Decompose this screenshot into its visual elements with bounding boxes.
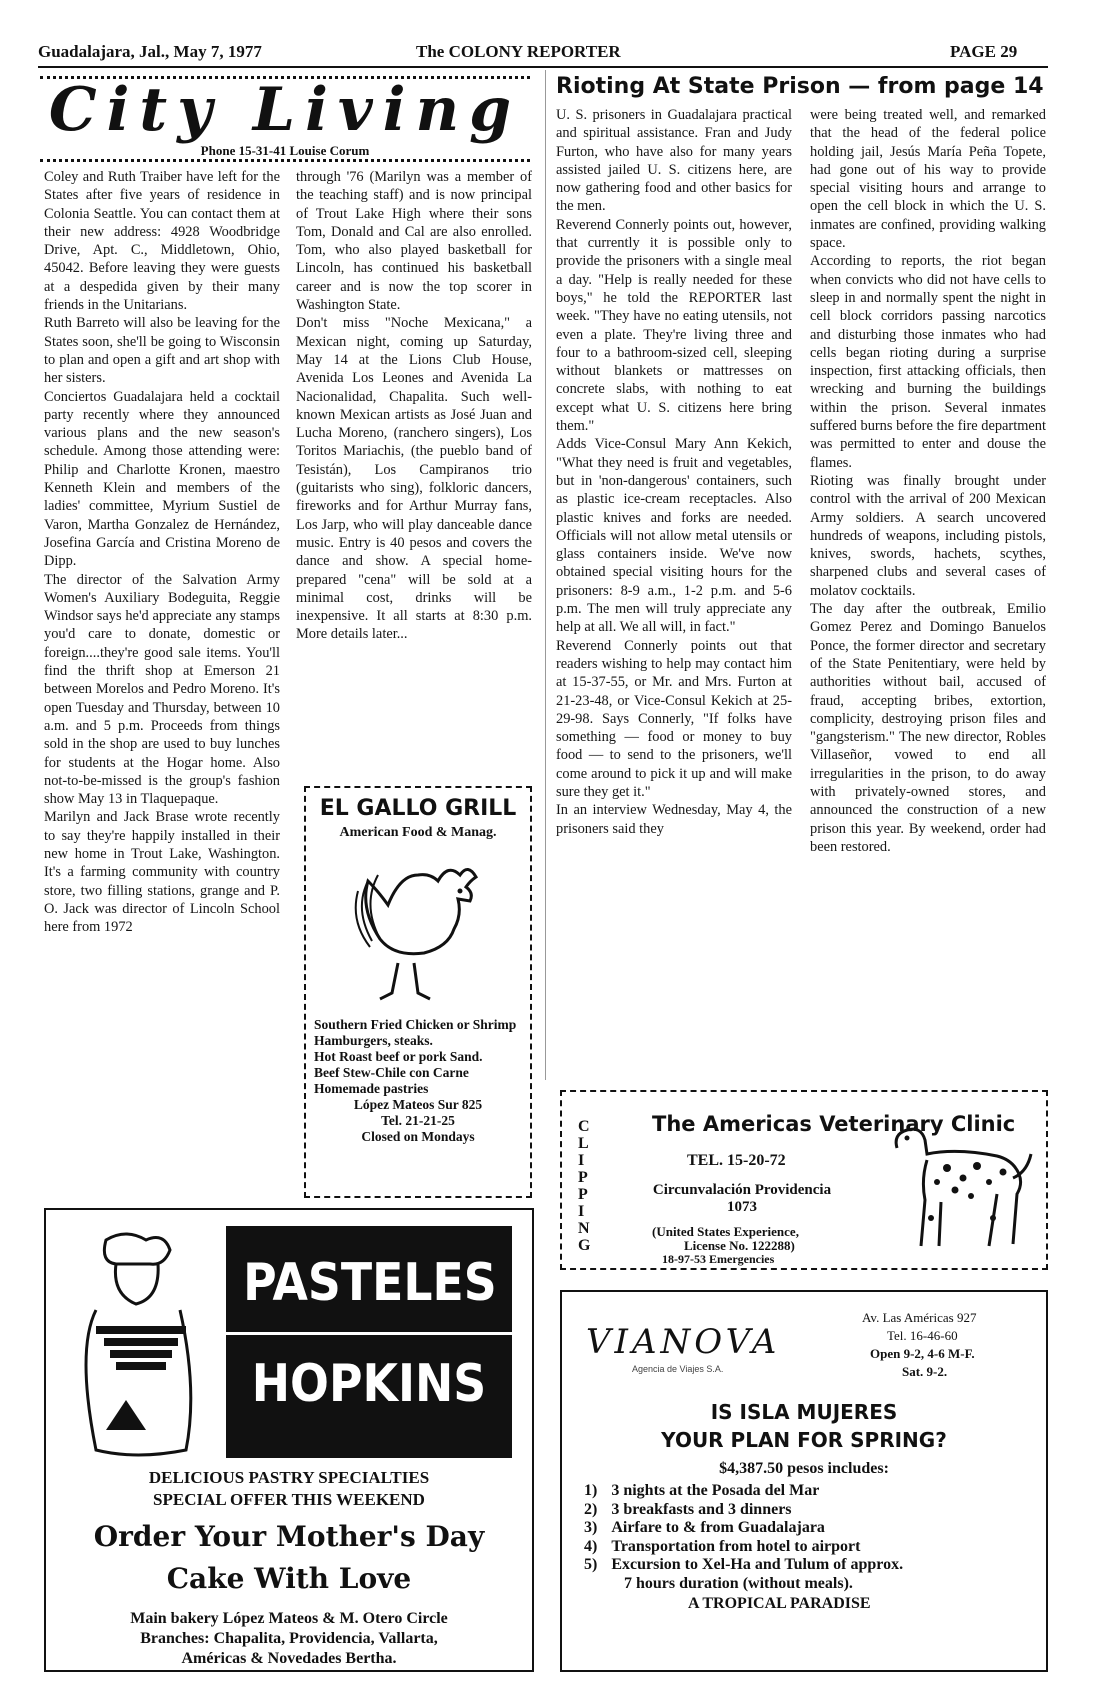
gallo-item: Homemade pastries xyxy=(314,1081,429,1096)
pasteles-sub2: SPECIAL OFFER THIS WEEKEND xyxy=(153,1490,425,1509)
vianova-ad xyxy=(560,1290,1048,1672)
vianova-items xyxy=(584,1482,903,1575)
city-living-title: City Living xyxy=(48,75,522,145)
vet-note1: (United States Experience, xyxy=(652,1224,799,1239)
rioting-col2: were being treated well, and remarked that the head of the federal police holding jail, Jesús María Peña Topete, had gone out of his way to provide special visiting hours and arrange to open the cell block in which the U. S. inmates are confined, providing walking space. According to reports, the riot began when convicts who did not have cells to sleep in and normally spent the night in cell block corridors passing narcotics and disturbing those inmates who had cells began rioting during a surprise inspection, first attacking officials, then wrecking and burning the buildings within the prison. Several inmates suffered burns before the fire department was permitted to enter and douse the flames. Rioting was finally brought under control with the arrival of 200 Mexican Army soldiers. A search uncovered hundreds of weapons, including pistols, knives, swords, hachets, scythes, sharpened clubs and several cases of molatov cocktails. The day after the outbreak, Emilio Gomez Perez and Domingo Banuelos Ponce, the former director and secretary of the State Penitentiary, were held by authorities without bail, accused of fraud, accepting bribes, extortion, complicity, destroying prison files and "gangsterism." The new director, Robles Villaseñor, vowed to end all irregularities in the prison, to do away with privately-owned stores, and announced the construction of a new prison this year. By weekend, order had been restored. xyxy=(810,107,1046,855)
vianova-price: $4,387.50 pesos includes: xyxy=(719,1460,889,1477)
list-item: 5) Excursion to Xel-Ha and Tulum of approx. xyxy=(584,1556,904,1573)
pasteles-addr1: Main bakery López Mateos & M. Otero Circle xyxy=(130,1610,448,1627)
vianova-head2: YOUR PLAN FOR SPRING? xyxy=(661,1428,947,1452)
rioting-headline: Rioting At State Prison — from page 14 xyxy=(556,74,1044,99)
rioting-col1: U. S. prisoners in Guadalajara practical and spiritual assistance. Fran and Judy Furton, who have also for many years assisted jailed U. S. citizens here, are now gathering food and other basics for the men. Reverend Connerly points out, however, that currently it is possible only to provide the prisoners with a single meal a day. "Help is really needed for these boys," he told the REPORTER last week. "They have no eating utensils, not even a plate. They're living three and four to a bathroom-sized cell, sleeping without blankets or mattresses on concrete slabs, with nothing to eat except what U. S. citizens here bring them." Adds Vice-Consul Mary Ann Kekich, "What they need is fruit and vegetables, but in 'non-dangerous' containers, such as plastic ice-cream receptacles. Also plastic knives and forks are needed. Officials will not allow metal utensils or glass containers inside. We've now obtained special visiting hours for the prisoners: 8-9 a.m., 1-2 p.m. and 5-6 p.m. The men will truly appreciate any help at all. We all will, in fact." Reverend Connerly points out that readers wishing to help may contact him at 15-37-55, or Mr. and Mrs. Furton at 21-23-48, or Vice-Consul Kekich at 25-29-98. Says Connerly, "If folks have something — food or money to buy food — to send to the prisoners, we'll come around to pick it up and will make sure they get it." In an interview Wednesday, May 4, the prisoners said they xyxy=(556,107,792,837)
clipping-label: CLIPPING xyxy=(578,1118,591,1254)
list-item: 3) Airfare to & from Guadalajara xyxy=(584,1519,825,1536)
rooster-icon xyxy=(318,851,518,1011)
vianova-logo: VIANOVA xyxy=(586,1322,781,1362)
vianova-hours2: Sat. 9-2. xyxy=(902,1364,948,1379)
gallo-closed: Closed on Mondays xyxy=(361,1129,475,1144)
pasteles-line2: HOPKINS xyxy=(251,1354,487,1414)
city-living-byline: Phone 15-31-41 Louise Corum xyxy=(200,143,370,158)
pasteles-addr3: Américas & Novedades Bertha. xyxy=(181,1650,397,1667)
vianova-addr: Av. Las Américas 927 xyxy=(862,1310,977,1325)
city-living-header xyxy=(40,76,530,162)
pasteles-addr2: Branches: Chapalita, Providencia, Vallarta, xyxy=(140,1630,438,1647)
pasteles-sub1: DELICIOUS PASTRY SPECIALTIES xyxy=(148,1468,430,1487)
pasteles-big2: Cake With Love xyxy=(166,1562,412,1595)
pasteles-hopkins-ad xyxy=(44,1208,534,1672)
vet-emergency: 18-97-53 Emergencies xyxy=(662,1252,775,1266)
vianova-logo-sub: Agencia de Viajes S.A. xyxy=(632,1364,724,1374)
city-living-col1: Coley and Ruth Traiber have left for the States after five years of residence in Colonia Seattle. You can contact them at their new address: 4928 Woodbridge Drive, Apt. C., Middletown, Ohio, 45042. Before leaving they were guests at a despedida given by their many friends in the Unitarians. Ruth Barreto will also be leaving for the States soon, she'll be going to Wisconsin to plan and open a gift and art shop with her sisters. Conciertos Guadalajara held a cocktail party recently where they announced various plans and the new season's schedule. Among those attending were: Philip and Charlotte Kronen, maestro Kenneth Klein and members of the ladies' committee, Myrium Sustiel de Varon, Martha Gonzalez de Hernández, Josefina García and Cristina Moreno de Dipp. The director of the Salvation Army Women's Auxiliary Bodeguita, Reggie Windsor says he'd appreciate any stamps you'd care to donate, domestic or foreign....they're good sale items. You'll find the thrift shop at Emerson 21 between Morelos and Pedro Moreno. It's open Tuesday and Thursday, between 10 a.m. and 5 p.m. Proceeds from things sold in the shop are used to buy lunches for students at the Hogar home. Also not-to-be-missed is the group's fashion show May 13 in Tlaquepaque. Marilyn and Jack Brase wrote recently to say they're happily installed in their new home in Trout Lake, Washington. It's a farming community with country store, two filling stations, grange and P. O. Jack was director of Lincoln School here from 1972 xyxy=(44,169,280,936)
gallo-item: Hot Roast beef or pork Sand. xyxy=(314,1049,483,1064)
paper-name: The COLONY REPORTER xyxy=(416,42,621,61)
pasteles-line1: PASTELES xyxy=(243,1253,497,1313)
gallo-item: Beef Stew-Chile con Carne xyxy=(314,1065,469,1080)
vianova-tagline: A TROPICAL PARADISE xyxy=(688,1595,871,1612)
vianova-hours1: Open 9-2, 4-6 M-F. xyxy=(870,1346,975,1361)
vianova-item5b: 7 hours duration (without meals). xyxy=(624,1575,853,1592)
city-living-col2: through '76 (Marilyn was a member of the teaching staff) and is now principal of Trout Lake High where their sons Tom, Donald and Cal are also enrolled. Tom, who also played basketball for Lincoln, has continued his basketball career and is now the top scorer in Washington State. Don't miss "Noche Mexicana," a Mexican night, coming up Saturday, May 14 at the Lions Club House, Avenida Los Leones and Avenida La Nacionalidad, Chapalita. Such well-known Mexican artists as José Juan and Lucha Moreno, (ranchero singers), Los Toritos Mariachis, (the pueblo band of Tesistán), Los Campiranos trio (guitarists who sing), folkloric dancers, fireworks and for Arthur Murray fans, Los Jarp, who will play danceable dance music. Entry is 40 pesos and covers the dance and show. A special home-prepared "cena" will be sold at a minimal cost, drinks will be inexpensive. It all starts at 8:30 p.m. More details later... xyxy=(296,169,532,643)
gallo-address: López Mateos Sur 825 xyxy=(353,1097,483,1112)
list-item: 1) 3 nights at the Posada del Mar xyxy=(584,1482,820,1499)
chef-icon xyxy=(66,1230,216,1460)
gallo-tagline: American Food & Manag. xyxy=(339,825,497,840)
pasteles-banner xyxy=(226,1226,512,1458)
vet-name: The Americas Veterinary Clinic xyxy=(652,1112,1016,1136)
vet-address: Circunvalación Providencia 1073 xyxy=(652,1182,832,1215)
vet-note2: License No. 122288) xyxy=(684,1238,795,1253)
gallo-tel: Tel. 21-21-25 xyxy=(381,1113,455,1128)
pasteles-big1: Order Your Mother's Day xyxy=(93,1520,485,1553)
gallo-item: Hamburgers, steaks. xyxy=(314,1033,433,1048)
vet-clinic-ad xyxy=(560,1090,1048,1270)
el-gallo-grill-ad xyxy=(304,786,532,1198)
dateline: Guadalajara, Jal., May 7, 1977 xyxy=(38,42,262,61)
masthead-rule xyxy=(38,66,1048,68)
vianova-tel: Tel. 16-46-60 xyxy=(887,1328,958,1343)
column-rule xyxy=(545,70,546,1080)
gallo-item: Southern Fried Chicken or Shrimp xyxy=(314,1017,517,1032)
page-number: PAGE 29 xyxy=(950,42,1018,61)
dalmatian-icon xyxy=(877,1108,1037,1258)
gallo-name: EL GALLO GRILL xyxy=(319,796,517,821)
list-item: 4) Transportation from hotel to airport xyxy=(584,1537,861,1555)
vet-tel: TEL. 15-20-72 xyxy=(687,1152,786,1169)
vianova-head1: IS ISLA MUJERES xyxy=(710,1400,898,1424)
list-item: 2) 3 breakfasts and 3 dinners xyxy=(584,1500,792,1518)
